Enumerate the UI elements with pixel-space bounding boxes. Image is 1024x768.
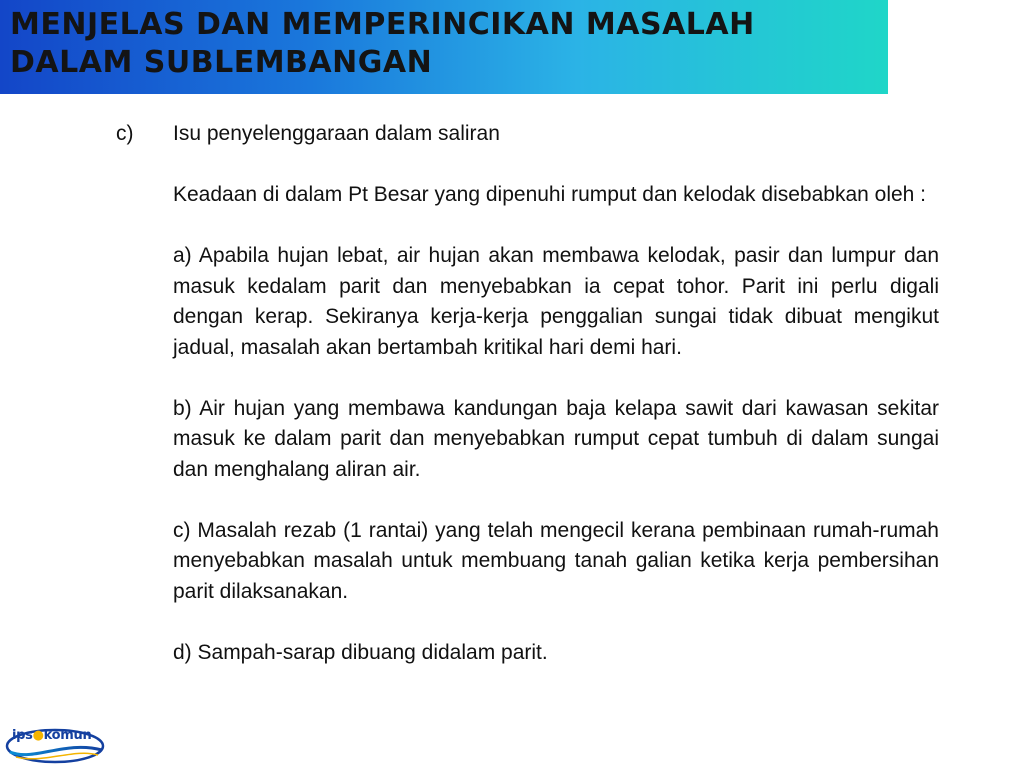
title-banner (0, 0, 888, 94)
point-d: d) Sampah-sarap dibuang didalam parit. (173, 640, 548, 664)
title-line-1: MENJELAS DAN MEMPERINCIKAN MASALAH (10, 7, 755, 42)
point-c: c) Masalah rezab (1 rantai) yang telah mengecil kerana pembinaan rumah-rumah menyebabkan masalah untuk membuang tanah galian ketika kerja pembersihan parit dilaksanakan. (173, 518, 939, 603)
logo-text-part2: komun (43, 728, 92, 743)
logo-wordmark (12, 728, 91, 743)
content-body (173, 119, 939, 668)
point-b: b) Air hujan yang membawa kandungan baja kelapa sawit dari kawasan sekitar masuk ke dalam parit dan menyebabkan rumput cepat tumbuh di dalam sungai dan menghalang aliran air. (173, 396, 939, 481)
logo-text-part1: ips (12, 728, 33, 743)
organization-logo (4, 722, 106, 766)
item-heading: Isu penyelenggaraan dalam saliran (173, 122, 500, 145)
intro-paragraph: Keadaan di dalam Pt Besar yang dipenuhi rumput dan kelodak disebabkan oleh : (173, 183, 927, 206)
title-line-2: DALAM SUBLEMBANGAN (10, 45, 433, 80)
logo-dot-icon: ● (32, 728, 44, 743)
slide-title (10, 6, 755, 82)
item-marker: c) (116, 122, 134, 145)
point-a: a) Apabila hujan lebat, air hujan akan membawa kelodak, pasir dan lumpur dan masuk kedalam parit dan menyebabkan ia cepat tohor. Parit ini perlu digali dengan kerap. Sekiranya kerja-kerja penggalian sungai tidak dibuat mengikut jadual, masalah akan bertambah kritikal hari demi hari. (173, 244, 939, 359)
